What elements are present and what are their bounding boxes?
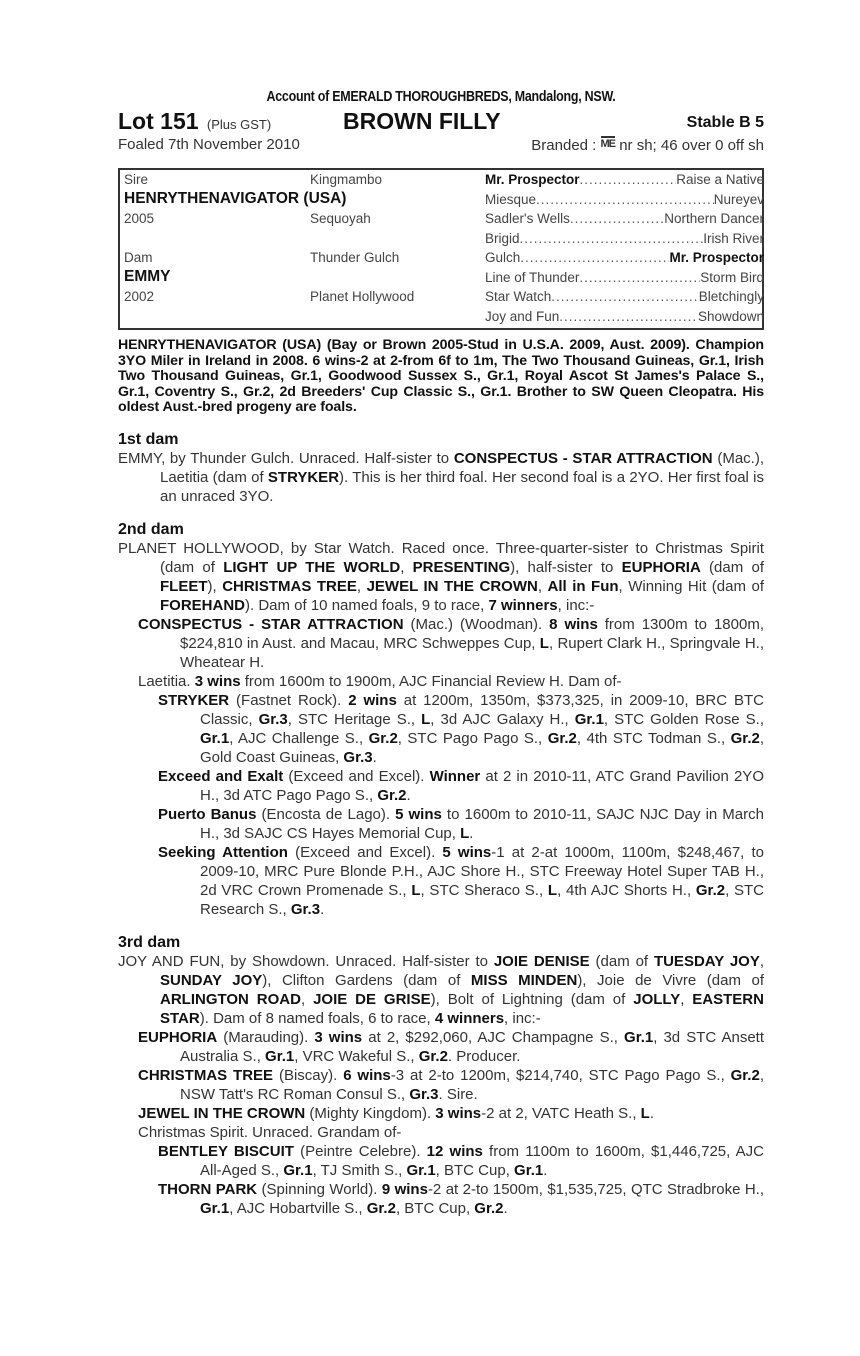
foaled-line: [118, 134, 764, 158]
dam-name: EMMY: [124, 268, 171, 285]
leader-dots: [551, 287, 698, 307]
pedigree-entry: CHRISTMAS TREE (Biscay). 6 wins-3 at 2-to 1200m, $214,740, STC Pago Pago S., Gr.2, NSW Tatt's RC Roman Consul S., Gr.3. Sire.: [138, 1066, 764, 1103]
gen3-row: [485, 209, 764, 229]
pedigree-table: [118, 168, 764, 330]
gen3-row: [485, 248, 764, 268]
leader-dots: [579, 268, 700, 288]
dam-heading: 3rd dam: [118, 933, 181, 951]
pedigree-entry: Exceed and Exalt (Exceed and Excel). Winner at 2 in 2010-11, ATC Grand Pavilion 2YO H., 3d ATC Pago Pago S., Gr.2.: [158, 767, 764, 804]
pedigree-entry: THORN PARK (Spinning World). 9 wins-2 at 2-to 1500m, $1,535,725, QTC Stradbroke H., Gr.1, AJC Hobartville S., Gr.2, BTC Cup, Gr.2.: [158, 1180, 765, 1217]
gen3-ancestor: Mr. Prospector: [485, 172, 580, 187]
dam-label: Dam: [124, 250, 153, 265]
gen4-ancestor: Nureyev: [713, 191, 764, 207]
gen3-row: [485, 268, 764, 288]
dam-year: 2002: [124, 289, 155, 304]
sire-summary: HENRYTHENAVIGATOR (USA) (Bay or Brown 2005-Stud in U.S.A. 2009, Aust. 2009). Champion 3YO Miler in Ireland in 2008. 6 wins-2 at 2-from 6f to 1m, The Two Thousand Guineas, Gr.1, Irish Two Thousand Guineas, Gr.1, Goodwood Sussex S., Gr.1, Royal Ascot St James's Palace S., Gr.1, Coventry S., Gr.2, 2d Breeders' Cup Classic S., Gr.1. Brother to SW Queen Cleopatra. His oldest Aust.-bred progeny are foals.: [118, 337, 764, 415]
pedigree-entry: STRYKER (Fastnet Rock). 2 wins at 1200m, 1350m, $373,325, in 2009-10, BRC BTC Classic, Gr.3, STC Heritage S., L, 3d AJC Galaxy H., Gr.1, STC Golden Rose S., Gr.1, AJC Challenge S., Gr.2, STC Pago Pago S., Gr.2, 4th STC Todman S., Gr.2, Gold Coast Guineas, Gr.3.: [158, 691, 764, 766]
dam-sections: [118, 431, 764, 1218]
catalogue-page: [118, 88, 764, 1218]
pedigree-entry: Puerto Banus (Encosta de Lago). 5 wins to 1600m to 2010-11, SAJC NJC Day in March H., 3d SAJC CS Hayes Memorial Cup, L.: [158, 805, 764, 842]
leader-dots: [580, 170, 677, 190]
sire-label: Sire: [124, 172, 149, 187]
gen4-ancestor: Storm Bird: [700, 269, 764, 285]
gen3-ancestor: Brigid: [485, 230, 520, 246]
leader-dots: [536, 190, 714, 210]
pedigree-entry: Laetitia. 3 wins from 1600m to 1900m, AJC Financial Review H. Dam of-: [138, 672, 622, 690]
gen4-ancestor: Raise a Native: [676, 172, 764, 187]
gen3-ancestor: Star Watch: [485, 289, 552, 304]
gen3-ancestor: Line of Thunder: [485, 269, 580, 285]
sire-name: HENRYTHENAVIGATOR (USA): [124, 190, 347, 207]
sire-dam: Sequoyah: [310, 211, 371, 226]
vendor-account: Account of EMERALD THOROUGHBREDS, Mandalong, NSW.: [266, 89, 616, 105]
pedigree-entry: JEWEL IN THE CROWN (Mighty Kingdom). 3 wins-2 at 2, VATC Heath S., L.: [138, 1104, 654, 1122]
horse-description: BROWN FILLY: [343, 108, 501, 134]
pedigree-entry: CONSPECTUS - STAR ATTRACTION (Mac.) (Woodman). 8 wins from 1300m to 1800m, $224,810 in Aust. and Macau, MRC Schweppes Cup, L, Rupert Clark H., Springvale H., Wheatear H.: [138, 615, 764, 671]
leader-dots: [570, 209, 664, 229]
pedigree-entry: Christmas Spirit. Unraced. Grandam of-: [138, 1123, 402, 1141]
gen4-ancestor: Showdown: [697, 308, 764, 324]
gen3-row: [485, 287, 764, 307]
dam-sire: Thunder Gulch: [310, 250, 400, 265]
brand-mark-icon: ME: [600, 138, 616, 150]
gen3-row: [485, 170, 764, 190]
dam-heading: 2nd dam: [118, 520, 184, 538]
lot-line: [118, 108, 764, 134]
gen4-ancestor: Northern Dancer: [664, 211, 764, 226]
gen3-ancestor: Sadler's Wells: [485, 211, 570, 226]
leader-dots: [520, 229, 704, 249]
stable-location: Stable B 5: [686, 114, 764, 131]
dam-heading: 1st dam: [118, 430, 179, 448]
gen4-ancestor: Bletchingly: [698, 289, 764, 304]
sire-year: 2005: [124, 211, 155, 226]
pedigree-entry: BENTLEY BISCUIT (Peintre Celebre). 12 wins from 1100m to 1600m, $1,446,725, AJC All-Aged S., Gr.1, TJ Smith S., Gr.1, BTC Cup, Gr.1.: [158, 1142, 764, 1179]
sire-sire: Kingmambo: [310, 172, 383, 187]
pedigree-entry: JOY AND FUN, by Showdown. Unraced. Half-sister to JOIE DENISE (dam of TUESDAY JOY, SUNDAY JOY), Clifton Gardens (dam of MISS MINDEN), Joie de Vivre (dam of ARLINGTON ROAD, JOIE DE GRISE), Bolt of Lightning (dam of JOLLY, EASTERN STAR). Dam of 8 named foals, 6 to race, 4 winners, inc:-: [118, 952, 765, 1027]
pedigree-entry: Seeking Attention (Exceed and Excel). 5 wins-1 at 2-at 1000m, 1100m, $248,467, to 2009-10, MRC Pure Blonde P.H., AJC Shore H., STC Freeway Hotel Super TAB H., 2d VRC Crown Promenade S., L, STC Sheraco S., L, 4th AJC Shorts H., Gr.2, STC Research S., Gr.3.: [158, 843, 764, 918]
branded-label: Branded :: [531, 137, 597, 154]
lot-label: Lot 151: [118, 108, 199, 134]
gen4-ancestor: Mr. Prospector: [669, 250, 764, 265]
pedigree-entry: PLANET HOLLYWOOD, by Star Watch. Raced once. Three-quarter-sister to Christmas Spirit (dam of LIGHT UP THE WORLD, PRESENTING), half-sister to EUPHORIA (dam of FLEET), CHRISTMAS TREE, JEWEL IN THE CROWN, All in Fun, Winning Hit (dam of FOREHAND). Dam of 10 named foals, 9 to race, 7 winners, inc:-: [118, 539, 764, 614]
plus-gst-note: (Plus GST): [206, 117, 272, 132]
gen3-ancestor: Miesque: [485, 191, 537, 207]
branded-details: nr sh; 46 over 0 off sh: [619, 137, 764, 154]
gen3-ancestor: Joy and Fun: [485, 308, 560, 324]
dam-dam: Planet Hollywood: [310, 289, 415, 304]
foaled-date: Foaled 7th November 2010: [118, 136, 300, 153]
brand-info: [531, 136, 764, 154]
pedigree-entry: EUPHORIA (Marauding). 3 wins at 2, $292,060, AJC Champagne S., Gr.1, 3d STC Ansett Australia S., Gr.1, VRC Wakeful S., Gr.2. Producer.: [138, 1028, 764, 1065]
gen3-row: [485, 229, 764, 249]
pedigree-entry: EMMY, by Thunder Gulch. Unraced. Half-sister to CONSPECTUS - STAR ATTRACTION (Mac.), Laetitia (dam of STRYKER). This is her third foal. Her second foal is a 2YO. Her first foal is an unraced 3YO.: [118, 449, 764, 505]
gen4-ancestor: Irish River: [703, 230, 764, 246]
gen3-row: [485, 190, 764, 210]
leader-dots: [520, 248, 669, 268]
leader-dots: [559, 307, 698, 327]
gen3-ancestor: Gulch: [485, 250, 521, 265]
gen3-row: [485, 307, 764, 327]
